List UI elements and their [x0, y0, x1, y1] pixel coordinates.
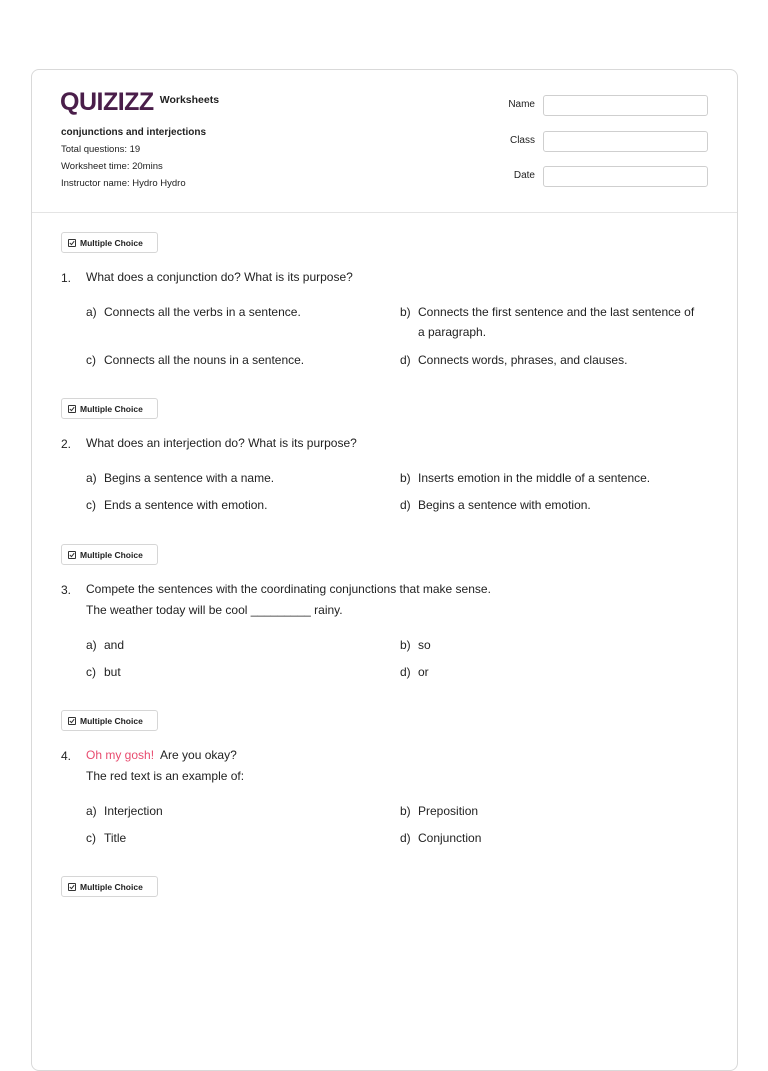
option-b[interactable] — [400, 302, 694, 342]
badge-label: Multiple Choice — [80, 715, 143, 726]
option-text: Interjection — [104, 804, 163, 818]
date-field[interactable] — [543, 166, 708, 187]
highlighted-interjection: Oh my gosh! — [86, 748, 155, 762]
option-text: Connects all the verbs in a sentence. — [104, 305, 301, 319]
option-letter: b) — [400, 638, 411, 652]
class-label: Class — [509, 135, 535, 146]
name-field[interactable] — [543, 95, 708, 116]
option-b[interactable] — [400, 468, 650, 488]
question-number: 2. — [61, 437, 72, 451]
option-a[interactable] — [86, 635, 124, 655]
option-letter: c) — [86, 498, 96, 512]
option-c[interactable] — [86, 662, 121, 682]
badge-label: Multiple Choice — [80, 403, 143, 414]
total-questions: Total questions: 19 — [61, 144, 141, 155]
option-letter: d) — [400, 665, 411, 679]
option-c[interactable] — [86, 828, 126, 848]
worksheet-page — [31, 69, 738, 1071]
option-letter: b) — [400, 471, 411, 485]
option-letter: d) — [400, 498, 411, 512]
question-text — [86, 745, 244, 787]
option-letter: b) — [400, 804, 411, 818]
checkbox-icon — [68, 239, 76, 247]
option-a[interactable] — [86, 801, 163, 821]
worksheet-header — [32, 70, 737, 213]
badge-label: Multiple Choice — [80, 549, 143, 560]
option-d[interactable] — [400, 662, 429, 682]
option-letter: c) — [86, 831, 96, 845]
checkbox-icon — [68, 717, 76, 725]
option-text: Title — [104, 831, 127, 845]
option-letter: c) — [86, 353, 96, 367]
question-type-badge — [61, 398, 158, 419]
option-c[interactable] — [86, 495, 267, 515]
question-number: 1. — [61, 271, 72, 285]
question-line-2: The weather today will be cool _________ rainy. — [86, 603, 343, 617]
question-line-1: Are you okay? — [154, 748, 237, 762]
question-type-badge — [61, 232, 158, 253]
option-c[interactable] — [86, 350, 304, 370]
question-number: 3. — [61, 583, 72, 597]
option-text: Connects all the nouns in a sentence. — [104, 353, 305, 367]
option-text: Preposition — [418, 804, 479, 818]
question-line-1: Compete the sentences with the coordinating conjunctions that make sense. — [86, 582, 491, 596]
checkbox-icon — [68, 405, 76, 413]
option-b[interactable] — [400, 635, 431, 655]
question-type-badge — [61, 876, 158, 897]
option-text: Connects the first sentence and the last sentence of — [418, 305, 695, 319]
question-number: 4. — [61, 749, 72, 763]
option-letter: d) — [400, 353, 411, 367]
checkbox-icon — [68, 883, 76, 891]
question-type-badge — [61, 544, 158, 565]
option-text: but — [104, 665, 121, 679]
option-letter: a) — [86, 804, 97, 818]
badge-label: Multiple Choice — [80, 237, 143, 248]
brand-name: QUIZIZZ — [60, 88, 154, 116]
option-d[interactable] — [400, 495, 591, 515]
date-label: Date — [513, 170, 535, 181]
question-text — [86, 579, 491, 621]
question-line-2: The red text is an example of: — [86, 769, 245, 783]
option-text: Begins a sentence with a name. — [104, 471, 275, 485]
option-text: Connects words, phrases, and clauses. — [418, 353, 628, 367]
option-letter: a) — [86, 471, 97, 485]
option-text-cont: a paragraph. — [418, 325, 487, 339]
option-letter: a) — [86, 305, 97, 319]
quizizz-logo — [60, 88, 219, 117]
option-text: Inserts emotion in the middle of a sentence. — [418, 471, 651, 485]
worksheet-title: conjunctions and interjections — [61, 127, 207, 138]
option-letter: b) — [400, 305, 411, 319]
class-field[interactable] — [543, 131, 708, 152]
option-letter: d) — [400, 831, 411, 845]
question-text: What does a conjunction do? What is its purpose? — [86, 270, 353, 284]
question-text: What does an interjection do? What is its purpose? — [86, 436, 357, 450]
badge-label: Multiple Choice — [80, 881, 143, 892]
option-b[interactable] — [400, 801, 478, 821]
option-text: or — [418, 665, 429, 679]
worksheet-time: Worksheet time: 20mins — [61, 161, 163, 172]
option-letter: a) — [86, 638, 97, 652]
option-d[interactable] — [400, 350, 627, 370]
option-d[interactable] — [400, 828, 481, 848]
option-text: and — [104, 638, 125, 652]
option-a[interactable] — [86, 302, 301, 322]
option-letter: c) — [86, 665, 96, 679]
option-text: Begins a sentence with emotion. — [418, 498, 591, 512]
checkbox-icon — [68, 551, 76, 559]
option-text: so — [418, 638, 431, 652]
option-text: Conjunction — [418, 831, 482, 845]
brand-subtitle: Worksheets — [159, 93, 220, 106]
option-a[interactable] — [86, 468, 274, 488]
option-text: Ends a sentence with emotion. — [104, 498, 268, 512]
name-label: Name — [508, 99, 535, 110]
question-type-badge — [61, 710, 158, 731]
instructor-name: Instructor name: Hydro Hydro — [61, 178, 186, 189]
